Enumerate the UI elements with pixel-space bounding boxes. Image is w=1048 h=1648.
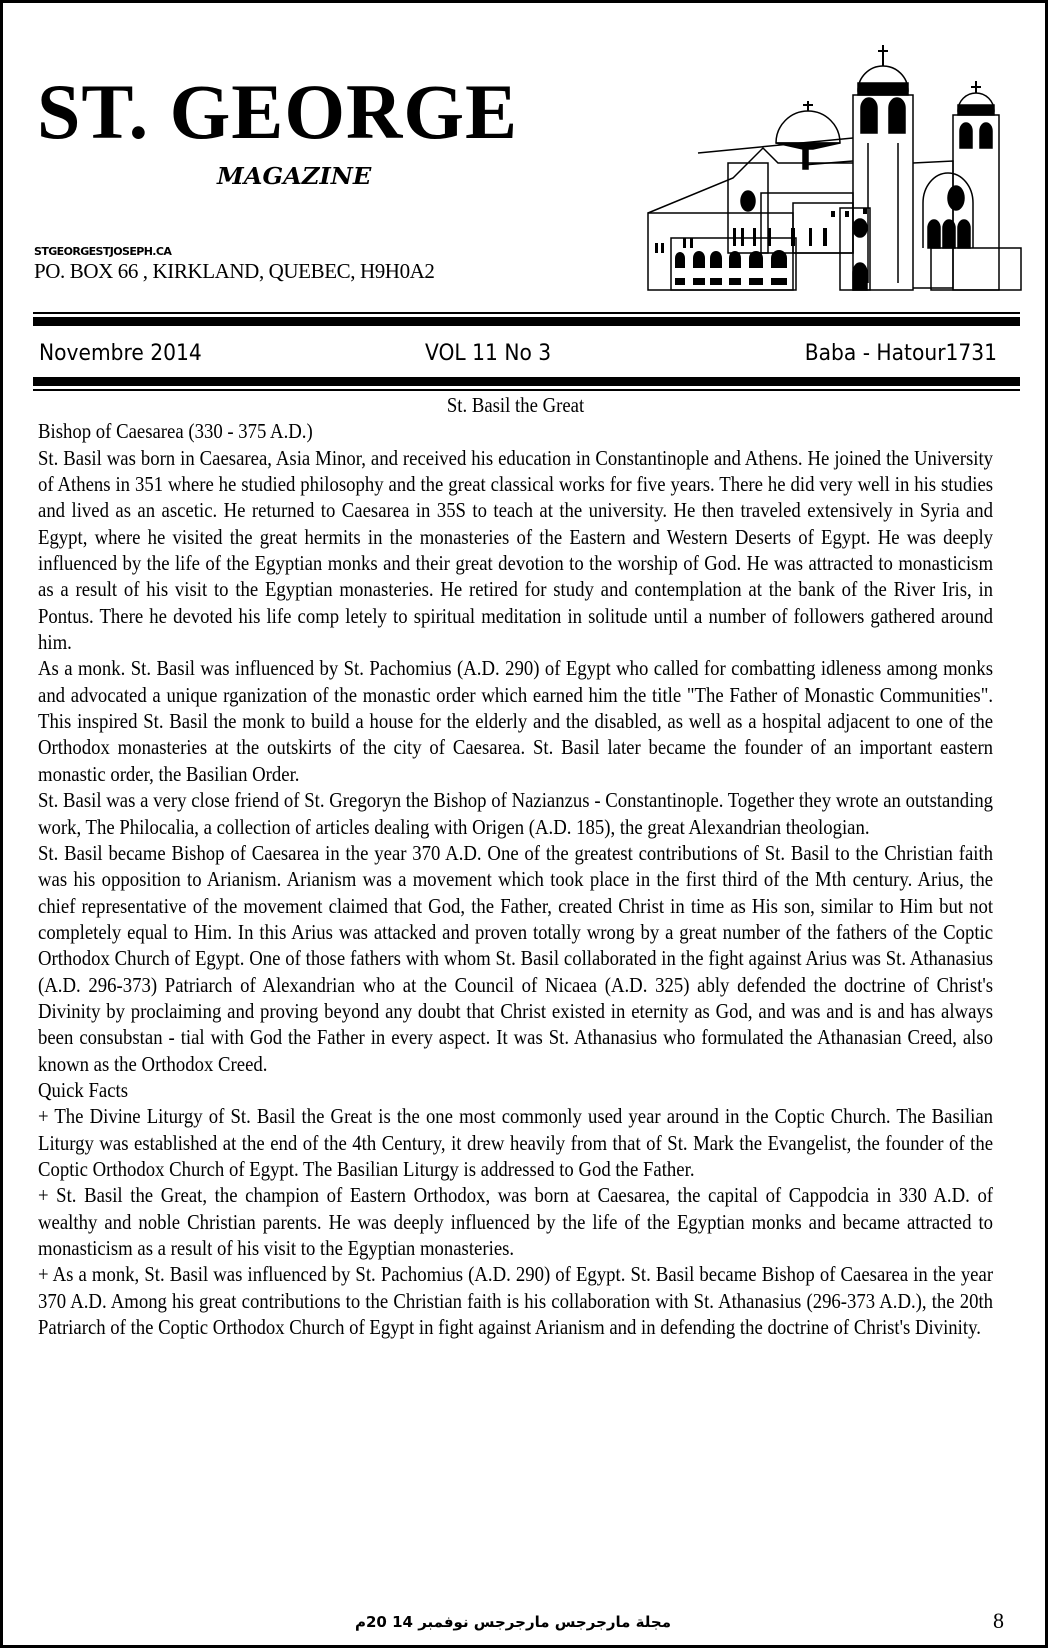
quick-fact-item: + As a monk, St. Basil was influenced by St. Pachomius (A.D. 290) of Egypt. St. Basil became Bishop of Caesarea in the year 370 A.D. Among his great contributions to the Christian faith is his collaboration with St. Athanasius (296-373 A.D.), the 20th Patriarch of the Coptic Orthodox Church of Egypt in fight against Arianism and in defending the doctrine of Christ's Divinity. (38, 1262, 994, 1340)
issue-volume: VOL 11 No 3 (425, 341, 552, 366)
article-paragraph: As a monk. St. Basil was influenced by St. Pachomius (A.D. 290) of Egypt who called for combatting idleness among monks and advocated a unique rganization of the monastic order which earned him the title "The Father of Monastic Communities". This inspired St. Basil the monk to build a house for the elderly and the disabled, as well as a hospital adjacent to one of the Orthodox monasteries at the outskirts of the city of Caesarea. St. Basil later became the founder of an important eastern monastic order, the Basilian Order. (38, 656, 994, 786)
footer-arabic-caption: مجلة مارجرجس مارجرجس نوفمبر 14 20م (355, 1613, 671, 1631)
page-number: 8 (993, 1608, 1004, 1633)
article-paragraph: St. Basil was born in Caesarea, Asia Minor, and received his education in Constantinople and Athens. He joined the University of Athens in 351 where he studied philosophy and the great classical works for five years. There he did very well in his studies and lived as an ascetic. He returned to Caesarea in 35S to teach at the university. He then traveled extensively in Syria and Egypt, where he visited the great hermits in the monasteries of the Eastern and Western Deserts of Egypt. He was deeply influenced by the life of the Egyptian monks and their great devotion to the worship of God. He was attracted to monasticism as a result of his visit to the Egyptian monasteries. He retired for study and contemplation at the bank of the River Iris, in Pontus. There he devoted his life comp letely to spiritual meditation in solitude until a number of followers gathered around him. (38, 445, 994, 655)
quick-fact-item: + The Divine Liturgy of St. Basil the Great is the one most commonly used year around in the Coptic Church. The Basilian Liturgy was established at the end of the 4th Century, it drew heavily from that of St. Mark the Evangelist, the founder of the Coptic Orthodox Church of Egypt. The Basilian Liturgy is addressed to God the Father. (38, 1104, 994, 1181)
masthead-rule-bottom (33, 377, 1020, 391)
magazine-subtitle: MAGAZINE (217, 163, 372, 190)
article-body (38, 392, 993, 1340)
article-paragraph: St. Basil became Bishop of Caesarea in the year 370 A.D. One of the greatest contributions of St. Basil to the Christian faith was his opposition to Arianism. Arianism was a movement which took place in the first third of the Mth century. Arius, the chief representative of the movement claimed that God, the Father, created Christ in time as His son, similar to Him but not completely equal to Him. In this Arius was attacked and proven totally wrong by a great number of the fathers of the Coptic Orthodox Church of Egypt. One of those fathers with whom St. Basil collaborated in the fight against Arius was St. Athanasius (A.D. 296-373) Patriarch of Alexandrian who at the Council of Nicaea (A.D. 325) ably defended the doctrine of Christ's Divinity by proclaiming and proving beyond any doubt that Christ existed in eternity as God, and was and is and has always been consubstan - tial with God the Father in every aspect. It was St. Athanasius who formulated the Athanasian Creed, also known as the Orthodox Creed. (38, 840, 994, 1076)
quick-fact-item: + St. Basil the Great, the champion of Eastern Orthodox, was born at Caesarea, the capital of Cappodcia in 330 A.D. of wealthy and noble Christian parents. He was deeply influenced by the life of the Egyptian monks and became attracted to monasticism as a result of his visit to the Egyptian monasteries. (38, 1183, 994, 1260)
issue-info-bar (37, 339, 997, 369)
article-subtitle: Bishop of Caesarea (330 - 375 A.D.) (38, 419, 313, 444)
article-title: St. Basil the Great (446, 393, 585, 417)
article-paragraph: St. Basil was a very close friend of St. Gregoryn the Bishop of Nazianzus - Constantinople. Together they wrote an outstanding work, The Philocalia, a collection of articles dealing with Origen (A.D. 185), the great Alexandrian theologian. (38, 788, 994, 839)
website-url: STGEORGESTJOSEPH.CA (34, 245, 172, 258)
mailing-address: PO. BOX 66 , KIRKLAND, QUEBEC, H9H0A2 (34, 259, 435, 283)
issue-coptic-date: Baba - Hatour1731 (804, 341, 997, 366)
issue-date: Novembre 2014 (39, 341, 202, 366)
church-illustration-icon (613, 43, 1033, 295)
masthead-rule-top (33, 312, 1020, 326)
magazine-title: ST. GEORGE (37, 68, 519, 155)
quick-facts-heading: Quick Facts (38, 1077, 129, 1102)
